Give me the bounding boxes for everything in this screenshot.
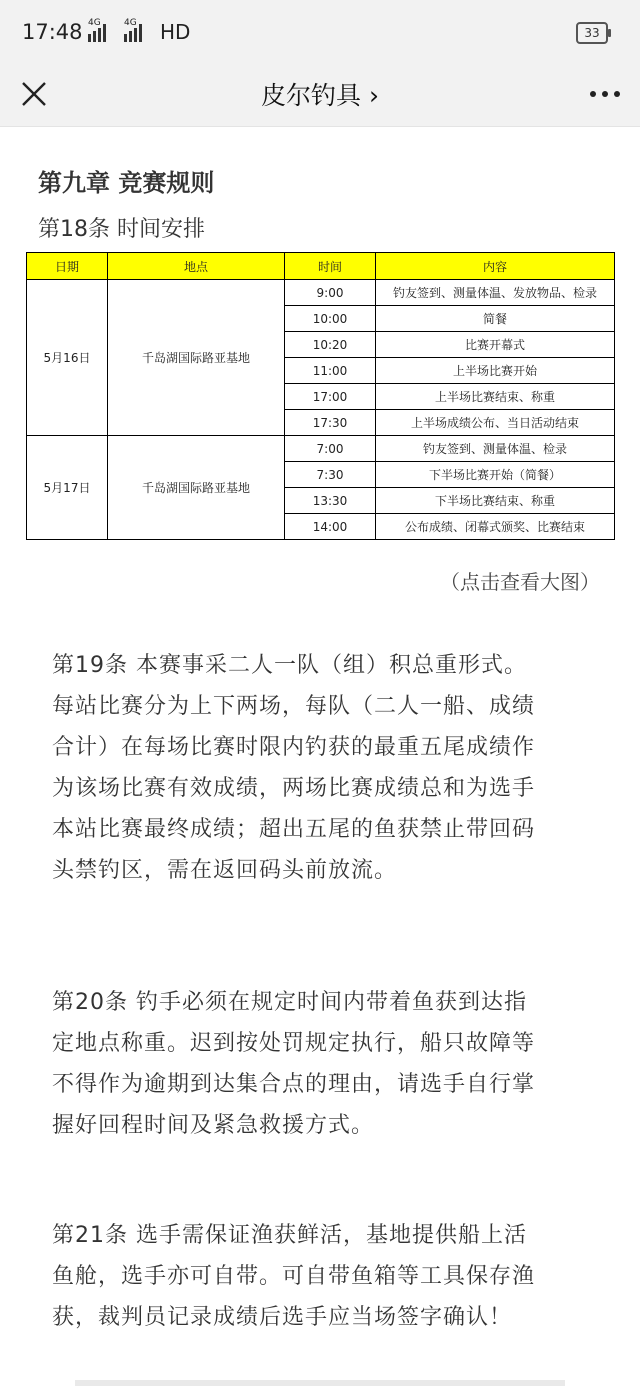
paragraph-line: 获，裁判员记录成绩后选手应当场签字确认！ <box>52 1305 513 1330</box>
nav-bar <box>0 64 640 127</box>
time-cell: 14:00 <box>285 514 376 540</box>
content-cell: 公布成绩、闭幕式颁奖、比赛结束 <box>376 514 615 540</box>
more-button[interactable] <box>586 76 626 112</box>
close-button[interactable] <box>14 74 54 114</box>
view-large-image-link[interactable]: （点击查看大图） <box>440 570 600 594</box>
time-cell: 17:00 <box>285 384 376 410</box>
article-paragraph-21 <box>52 1215 602 1338</box>
account-title: 皮尔钓具 <box>261 81 362 110</box>
header-location: 地点 <box>108 253 285 280</box>
paragraph-line: 第21条 选手需保证渔获鲜活，基地提供船上活 <box>52 1223 527 1248</box>
paragraph-line: 鱼舱，选手亦可自带。可自带鱼箱等工具保存渔 <box>52 1264 536 1289</box>
location-cell: 千岛湖国际路亚基地 <box>108 436 285 540</box>
header-time: 时间 <box>285 253 376 280</box>
header-date: 日期 <box>27 253 108 280</box>
time-cell: 17:30 <box>285 410 376 436</box>
paragraph-line: 本站比赛最终成绩；超出五尾的鱼获禁止带回码 <box>52 817 536 842</box>
paragraph-line: 定地点称重。迟到按处罚规定执行，船只故障等 <box>52 1031 536 1056</box>
signal-icon-2: 4G <box>124 22 142 42</box>
table-row <box>27 436 615 462</box>
date-cell: 5月16日 <box>27 280 108 436</box>
content-cell: 比赛开幕式 <box>376 332 615 358</box>
paragraph-line: 握好回程时间及紧急救援方式。 <box>52 1113 375 1138</box>
content-cell: 钓友签到、测量体温、检录 <box>376 436 615 462</box>
more-icon <box>590 91 596 97</box>
content-cell: 上半场比赛开始 <box>376 358 615 384</box>
battery-icon: 33 <box>576 22 608 44</box>
article-paragraph-20 <box>52 982 602 1146</box>
paragraph-line: 第19条 本赛事采二人一队（组）积总重形式。 <box>52 653 527 678</box>
account-title-link[interactable] <box>180 76 460 112</box>
table-header-row <box>27 253 615 280</box>
content-cell: 上半场成绩公布、当日活动结束 <box>376 410 615 436</box>
time-cell: 9:00 <box>285 280 376 306</box>
paragraph-line: 第20条 钓手必须在规定时间内带着鱼获到达指 <box>52 990 527 1015</box>
time-cell: 10:20 <box>285 332 376 358</box>
time-cell: 7:30 <box>285 462 376 488</box>
chapter-heading: 第九章 竞赛规则 <box>38 169 215 197</box>
next-image-edge <box>75 1380 565 1386</box>
content-cell: 下半场比赛结束、称重 <box>376 488 615 514</box>
signal-icon: 4G <box>88 22 106 42</box>
time-cell: 11:00 <box>285 358 376 384</box>
table-row <box>27 280 615 306</box>
location-cell: 千岛湖国际路亚基地 <box>108 280 285 436</box>
status-time: 17:48 <box>22 20 83 44</box>
date-cell: 5月17日 <box>27 436 108 540</box>
header-content: 内容 <box>376 253 615 280</box>
content-cell: 简餐 <box>376 306 615 332</box>
content-cell: 钓友签到、测量体温、发放物品、检录 <box>376 280 615 306</box>
paragraph-line: 不得作为逾期到达集合点的理由，请选手自行掌 <box>52 1072 536 1097</box>
section-title: 第18条 时间安排 <box>38 217 205 242</box>
content-cell: 上半场比赛结束、称重 <box>376 384 615 410</box>
article-paragraph-19 <box>52 645 602 891</box>
content-cell: 下半场比赛开始（简餐） <box>376 462 615 488</box>
hd-indicator: HD <box>160 20 191 44</box>
chevron-right-icon: › <box>368 81 379 110</box>
time-cell: 7:00 <box>285 436 376 462</box>
paragraph-line: 头禁钓区，需在返回码头前放流。 <box>52 858 398 883</box>
paragraph-line: 为该场比赛有效成绩，两场比赛成绩总和为选手 <box>52 776 536 801</box>
time-cell: 13:30 <box>285 488 376 514</box>
schedule-table[interactable] <box>26 252 615 540</box>
paragraph-line: 合计）在每场比赛时限内钓获的最重五尾成绩作 <box>52 735 536 760</box>
paragraph-line: 每站比赛分为上下两场，每队（二人一船、成绩 <box>52 694 536 719</box>
close-icon <box>14 74 54 114</box>
time-cell: 10:00 <box>285 306 376 332</box>
status-bar <box>0 0 640 64</box>
